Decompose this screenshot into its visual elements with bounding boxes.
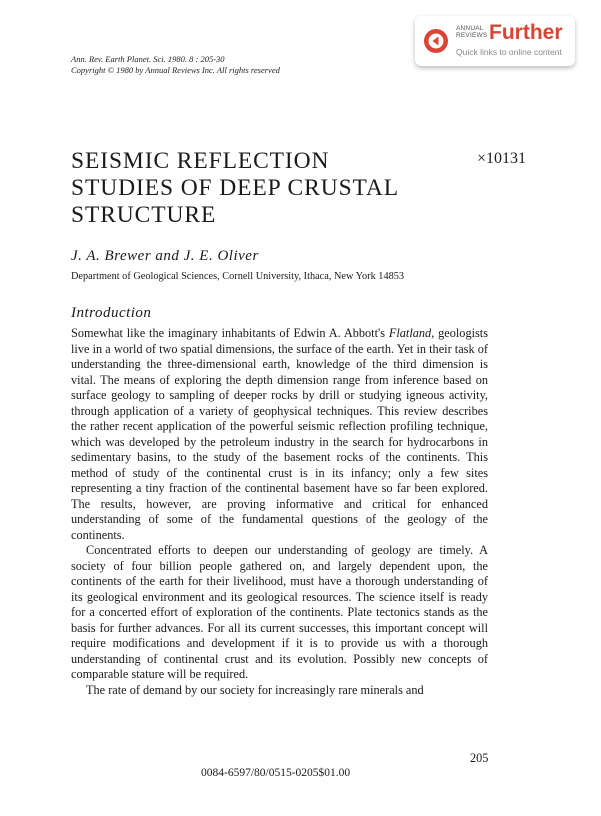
citation-line: Ann. Rev. Earth Planet. Sci. 1980. 8 : 205-30 [71,54,225,64]
paragraph-text: Somewhat like the imaginary inhabitants of Edwin A. Abbott's [71,326,389,340]
italic-book-title: Flatland, [388,326,435,340]
copyright-line: Copyright © 1980 by Annual Reviews Inc. All rights reserved [71,65,280,75]
article-body [71,326,488,698]
page-number: 205 [470,751,489,765]
title-line: STUDIES OF DEEP CRUSTAL [71,175,400,201]
article-authors: J. A. Brewer and J. E. Oliver [71,248,259,264]
badge-annual-text: ANNUAL [456,25,484,32]
reference-code: ×10131 [477,150,527,167]
journal-citation [71,54,280,76]
annual-reviews-wordmark [456,25,487,39]
article-title [71,148,451,229]
author-affiliation: Department of Geological Sciences, Cornell University, Ithaca, New York 14853 [71,271,405,282]
title-line: SEISMIC REFLECTION [71,148,330,174]
badge-further-text: Further [489,21,563,44]
body-paragraph: The rate of demand by our society for increasingly rare minerals and [86,682,424,697]
badge-quick-links-text: Quick links to online content [456,47,562,57]
paragraph-text: geologists live in a world of two spatial dimensions, the surface of the earth. Yet in their task of understanding the three-dimensional earth, knowledge of the third dimension is vital. The means of exploring the depth dimension range from inference based on surface geology to sampling of deeper rocks by drill or studying igneous activity, through application of a variety of geophysical techniques. This review describes the rather recent application of the powerful seismic reflection profiling technique, which was developed by the petroleum industry in the search for hydrocarbons in sedimentary basins, to the study of the basement rocks of the continents. This method of study of the continental crust is in its infancy; only a few sites representing a tiny fraction of the continental basement have so far been explored. The results, however, are proving informative and critical for enhanced understanding of some of the fundamental questions of the geology of the continents. [71,326,488,542]
play-arrow-icon [423,28,449,54]
title-line: STRUCTURE [71,202,217,228]
annual-reviews-further-badge[interactable] [415,16,575,66]
section-heading-introduction: Introduction [71,305,152,321]
issn-code: 0084-6597/80/0515-0205$01.00 [201,767,351,779]
body-paragraph [71,326,488,543]
body-paragraph: Concentrated efforts to deepen our understanding of geology are timely. A society of four billion people gathered on, and largely dependent upon, the continents of the earth for their livelihood, must have a thorough understanding of its geological environment and its geological resources. The science itself is ready for a concerted effort of exploration of the continents. Plate tectonics stands as the basis for further advances. For all its current successes, this important concept will require modifications and development if it is to provide us with a thorough understanding of continental crust and its evolution. Possibly new concepts of comparable stature will be required. [71,543,488,681]
badge-reviews-text: REVIEWS [456,32,488,39]
